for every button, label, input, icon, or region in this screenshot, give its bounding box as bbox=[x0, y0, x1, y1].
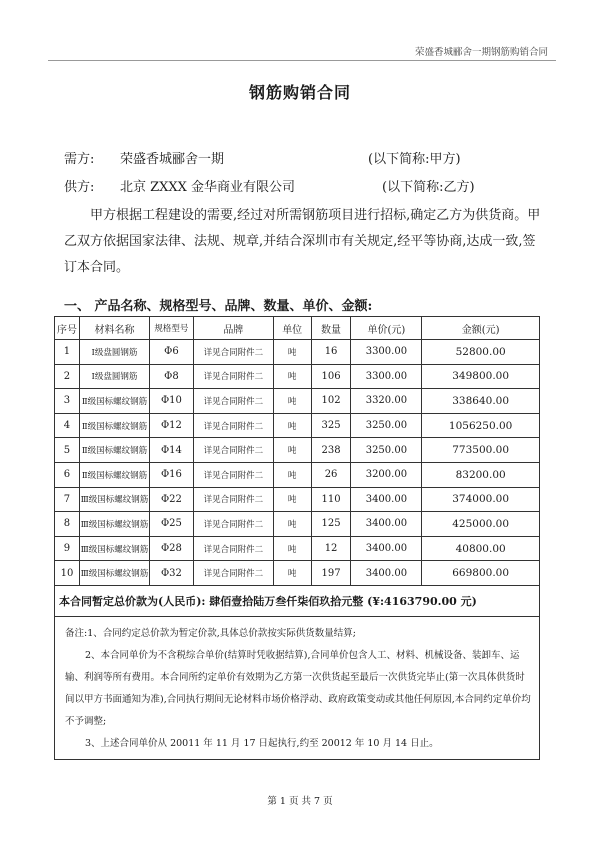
cell-quantity: 197 bbox=[311, 561, 351, 586]
cell-unit-price: 3300.00 bbox=[351, 340, 422, 365]
table-row bbox=[55, 462, 540, 487]
cell-material: Ⅲ级国标螺纹钢筋 bbox=[79, 536, 149, 561]
cell-index: 8 bbox=[55, 512, 80, 537]
supplier-name: 北京 ZXXX 金华商业有限公司 bbox=[120, 180, 296, 195]
col-header-quantity: 数量 bbox=[311, 317, 351, 340]
cell-unit: 吨 bbox=[273, 413, 311, 438]
buyer-line bbox=[64, 148, 461, 167]
cell-brand: 详见合同附件二 bbox=[193, 413, 273, 438]
cell-unit: 吨 bbox=[273, 512, 311, 537]
cell-material: Ⅱ级国标螺纹钢筋 bbox=[79, 462, 149, 487]
cell-amount: 374000.00 bbox=[422, 487, 540, 512]
cell-quantity: 238 bbox=[311, 438, 351, 463]
cell-spec: Φ16 bbox=[149, 462, 193, 487]
cell-material: Ⅲ级国标螺纹钢筋 bbox=[79, 512, 149, 537]
cell-brand: 详见合同附件二 bbox=[193, 364, 273, 389]
cell-index: 1 bbox=[55, 340, 80, 365]
cell-spec: Φ12 bbox=[149, 413, 193, 438]
cell-unit-price: 3300.00 bbox=[351, 364, 422, 389]
document-title: 钢筋购销合同 bbox=[248, 83, 351, 102]
cell-unit: 吨 bbox=[273, 364, 311, 389]
notes-cell bbox=[55, 616, 540, 759]
col-header-amount: 金额(元) bbox=[422, 317, 540, 340]
cell-spec: Φ22 bbox=[149, 487, 193, 512]
table-row bbox=[55, 487, 540, 512]
cell-spec: Φ28 bbox=[149, 536, 193, 561]
cell-unit: 吨 bbox=[273, 462, 311, 487]
cell-unit-price: 3250.00 bbox=[351, 438, 422, 463]
cell-index: 3 bbox=[55, 389, 80, 414]
table-row bbox=[55, 438, 540, 463]
cell-amount: 1056250.00 bbox=[422, 413, 540, 438]
cell-brand: 详见合同附件二 bbox=[193, 512, 273, 537]
col-header-spec: 规格型号 bbox=[149, 317, 193, 340]
cell-unit: 吨 bbox=[273, 561, 311, 586]
cell-unit: 吨 bbox=[273, 389, 311, 414]
cell-unit: 吨 bbox=[273, 438, 311, 463]
cell-unit-price: 3400.00 bbox=[351, 536, 422, 561]
note-2: 2、本合同单价为不含税综合单价(结算时凭收据结算),合同单价包含人工、材料、机械设备、装卸车、运输、利润等所有费用。本合同所约定单价有效期为乙方第一次供货起至最后一次供货完毕止(第一次具体供货时间以甲方书面通知为准),合同执行期间无论材料市场价格浮动、政府政策变动或其他任何原因,本合同约定单价均不予调整; bbox=[65, 649, 531, 727]
cell-brand: 详见合同附件二 bbox=[193, 536, 273, 561]
table-row bbox=[55, 512, 540, 537]
cell-quantity: 110 bbox=[311, 487, 351, 512]
note-3: 3、上述合同单价从 20011 年 11 月 17 日起执行,约至 20012 年 10 月 14 日止。 bbox=[85, 737, 439, 749]
cell-amount: 669800.00 bbox=[422, 561, 540, 586]
cell-quantity: 12 bbox=[311, 536, 351, 561]
cell-quantity: 325 bbox=[311, 413, 351, 438]
cell-index: 4 bbox=[55, 413, 80, 438]
cell-index: 2 bbox=[55, 364, 80, 389]
cell-unit-price: 3400.00 bbox=[351, 487, 422, 512]
cell-quantity: 106 bbox=[311, 364, 351, 389]
cell-amount: 773500.00 bbox=[422, 438, 540, 463]
buyer-short-name: (以下简称:甲方) bbox=[368, 152, 461, 167]
cell-spec: Φ14 bbox=[149, 438, 193, 463]
cell-quantity: 26 bbox=[311, 462, 351, 487]
cell-brand: 详见合同附件二 bbox=[193, 438, 273, 463]
cell-unit: 吨 bbox=[273, 487, 311, 512]
cell-quantity: 16 bbox=[311, 340, 351, 365]
cell-unit-price: 3400.00 bbox=[351, 561, 422, 586]
cell-index: 10 bbox=[55, 561, 80, 586]
cell-amount: 349800.00 bbox=[422, 364, 540, 389]
cell-amount: 40800.00 bbox=[422, 536, 540, 561]
cell-material: Ⅲ级国标螺纹钢筋 bbox=[79, 487, 149, 512]
table-row bbox=[55, 561, 540, 586]
table-row bbox=[55, 340, 540, 365]
cell-brand: 详见合同附件二 bbox=[193, 487, 273, 512]
table-row bbox=[55, 389, 540, 414]
table-row bbox=[55, 364, 540, 389]
table-row bbox=[55, 413, 540, 438]
cell-unit: 吨 bbox=[273, 536, 311, 561]
intro-paragraph: 甲方根据工程建设的需要,经过对所需钢筋项目进行招标,确定乙方为供货商。甲乙双方依据国家法律、法规、规章,并结合深圳市有关规定,经平等协商,达成一致,签订本合同。 bbox=[64, 208, 541, 275]
col-header-material: 材料名称 bbox=[79, 317, 149, 340]
table-row bbox=[55, 536, 540, 561]
buyer-label: 需方: bbox=[64, 152, 95, 167]
cell-index: 5 bbox=[55, 438, 80, 463]
supplier-line bbox=[64, 176, 475, 195]
cell-material: Ⅱ级国标螺纹钢筋 bbox=[79, 413, 149, 438]
col-header-brand: 品牌 bbox=[193, 317, 273, 340]
table-header-row bbox=[55, 317, 540, 340]
cell-unit: 吨 bbox=[273, 340, 311, 365]
cell-amount: 52800.00 bbox=[422, 340, 540, 365]
cell-spec: Φ32 bbox=[149, 561, 193, 586]
page-number: 第 1 页 共 7 页 bbox=[267, 796, 333, 807]
col-header-unit-price: 单价(元) bbox=[351, 317, 422, 340]
cell-material: Ⅱ级国标螺纹钢筋 bbox=[79, 438, 149, 463]
running-header: 荣盛香城郦舍一期钢筋购销合同 bbox=[414, 47, 548, 58]
section-1-title: 一、 产品名称、规格型号、品牌、数量、单价、金额: bbox=[64, 299, 373, 314]
cell-unit-price: 3250.00 bbox=[351, 413, 422, 438]
cell-quantity: 102 bbox=[311, 389, 351, 414]
buyer-name: 荣盛香城郦舍一期 bbox=[120, 152, 225, 167]
cell-index: 6 bbox=[55, 462, 80, 487]
cell-spec: Φ6 bbox=[149, 340, 193, 365]
col-header-index: 序号 bbox=[55, 317, 80, 340]
cell-brand: 详见合同附件二 bbox=[193, 561, 273, 586]
cell-brand: 详见合同附件二 bbox=[193, 340, 273, 365]
cell-amount: 338640.00 bbox=[422, 389, 540, 414]
supplier-label: 供方: bbox=[64, 180, 95, 195]
cell-material: Ⅲ级国标螺纹钢筋 bbox=[79, 561, 149, 586]
cell-material: Ⅰ级盘圆钢筋 bbox=[79, 340, 149, 365]
cell-spec: Φ8 bbox=[149, 364, 193, 389]
cell-spec: Φ25 bbox=[149, 512, 193, 537]
cell-brand: 详见合同附件二 bbox=[193, 389, 273, 414]
cell-spec: Φ10 bbox=[149, 389, 193, 414]
cell-material: Ⅱ级国标螺纹钢筋 bbox=[79, 389, 149, 414]
cell-unit-price: 3320.00 bbox=[351, 389, 422, 414]
cell-unit-price: 3200.00 bbox=[351, 462, 422, 487]
cell-unit-price: 3400.00 bbox=[351, 512, 422, 537]
cell-index: 7 bbox=[55, 487, 80, 512]
supplier-short-name: (以下简称:乙方) bbox=[382, 180, 475, 195]
cell-material: Ⅰ级盘圆钢筋 bbox=[79, 364, 149, 389]
cell-index: 9 bbox=[55, 536, 80, 561]
header-rule bbox=[48, 60, 556, 61]
cell-amount: 83200.00 bbox=[422, 462, 540, 487]
col-header-unit: 单位 bbox=[273, 317, 311, 340]
total-price-row: 本合同暂定总价款为(人民币): 肆佰壹拾陆万叁仟柒佰玖拾元整 (¥:4163790.00 元) bbox=[55, 585, 540, 616]
cell-quantity: 125 bbox=[311, 512, 351, 537]
note-1: 备注:1、合同约定总价款为暂定价款,具体总价款按实际供货数量结算; bbox=[65, 627, 356, 639]
product-table bbox=[54, 316, 540, 760]
cell-brand: 详见合同附件二 bbox=[193, 462, 273, 487]
cell-amount: 425000.00 bbox=[422, 512, 540, 537]
